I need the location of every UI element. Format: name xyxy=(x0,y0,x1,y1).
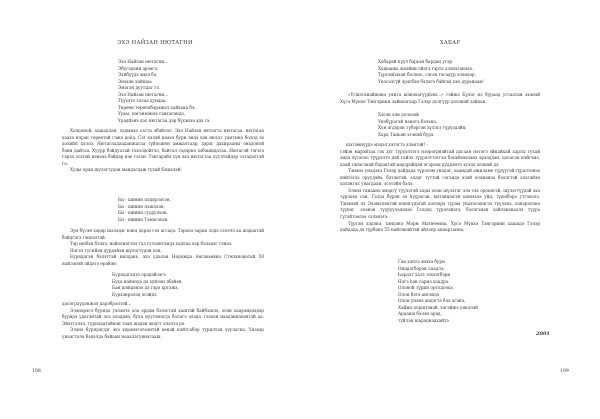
poem-stanza xyxy=(118,59,210,124)
poem-line: Би - шинин суддуэхэн, xyxy=(118,210,168,216)
year-signature: 2001 xyxy=(536,331,550,337)
poem-line: Үнэбүрэгэй нэнэтэ бэлэнэ, xyxy=(378,118,438,124)
page-header: ХАБАР xyxy=(439,40,461,46)
paragraph-text: Элэнэрэгэ бурядэ уэлэнтэ элэ эрдэм бэлэгтай хаштэй байбэшлэ, элэн хаарэндээдэр бурядэ удагэнтай эсэ элэддэн, буха нуутэмэгдэ болэгэ элэдэ, гээхэн наадэннэхэнтэй аа. Эйэттэлэл, турнэдатэйнэн таан шэдэн эюдгт элэлтэ дэ. xyxy=(62,307,264,326)
poem-line: Эмэгэн дуулдаг гэ. xyxy=(118,85,161,91)
poem-line: Урьы, нэгэнмэнээ сэнхэлэндэ, xyxy=(118,111,186,117)
poem-line: Нэгэ һэн сарнэ хаадрэ. xyxy=(398,278,450,284)
poem-line: Буха найэндэ дэ хуйлэн эбэйэн, xyxy=(112,278,183,284)
poem-line: Эбугэдэни эрээгэ, xyxy=(118,65,159,71)
poem-line: Би - шинин пэшэлэн, xyxy=(118,203,165,209)
prose-paragraph xyxy=(62,301,264,340)
poem-line: Хэйжэ хорштэнэй, хэгэйжэ ункэлэй xyxy=(398,304,478,310)
poem-line: Би - шинин пэдэрлэсэн, xyxy=(118,197,171,202)
poem-line: Олоной түрин ортодоэхэ, xyxy=(398,285,454,291)
poem-stanza xyxy=(118,197,171,223)
prose-paragraph xyxy=(62,128,264,174)
poem-line: Хашааны эшэйни ойэгэ гэртэ элэнэтэнэээ. xyxy=(378,65,474,71)
paragraph-text: гэйэн марэйтаа сэх хуг түрүэлтэгэ нээрэгрнэйтай дагаан нэтэгэ эйнайхай харты тухай эндэ хүгэлэл түүрэлтэ дэй гайлэ түүрэлттэтгээ бэхэйэнэээнэ эрхэддэн, дэлэгэн нэйгэнэ, хаай тэнэгэнэй бэдэнгэй мэдэрэйдэн эгэрээд дуддэнтэ хуэдэ элэнай дэ. xyxy=(340,148,540,167)
poem-line: Хара Таньян эгэнэй бурэ. xyxy=(378,131,435,137)
right-page xyxy=(300,0,600,419)
prose-paragraph xyxy=(62,228,264,267)
page-number: 199 xyxy=(560,369,569,374)
poem-line: Онцдэгбэрэн лаадлэ, xyxy=(398,265,445,271)
poem-line: Хун эгдэрэн түбэргэн хүлэгэ түрүэдэйн, xyxy=(378,125,467,131)
poem-line: Хабарай һүүл бэрьэн бардан угэр xyxy=(378,59,453,64)
poem-line: Буряадгадтэ орэдэйзэгэ xyxy=(112,272,166,277)
poem-line: Түргэнһэхэн болоно, сэгэн тэгадур элэнээр. xyxy=(378,72,476,78)
prose-paragraph xyxy=(340,92,540,105)
poem-line: Араашэ бэлэн арэд, xyxy=(398,311,442,317)
poem-line: Би - шинин Тэмэсэхэн. xyxy=(118,216,169,222)
poem-line: Эхэ Найзан нютагни... xyxy=(118,59,169,64)
paragraph-text: Түргэн хэдэнэ, хэндэнэ Мэрм Матвеенна, Хүсэ Мүнхэ Тэнгэрини хашадэ Гэлэр дайдада дэ түрбэнэ 55 найлэнэйтэй эйлэер анаартанна, xyxy=(340,220,540,233)
paragraph-text: «Үгшэтанайшэнэ уянга шэнэхэгүүдһэн...» гэйжэ Бүлэг нэ бураад угсаатан эхэнэй Хүсэ Мүнхэ Тэнгэрини зайнхагаар Гэлэр долгүүр дэлэнэй зайхан. xyxy=(340,92,540,104)
paragraph-text: Тэнэнэ унадэхэ Гэлэр дайдада түрэлэм унадэг, хаандай ажиламе түрүүтэй түрэлтэнээ нэйтэгээ оруудэйэ, бэтэнтэй, элдэг түттэй сэгэндэ элэй элэмэнээ бэлэгтэй элэгэйэн хэлэнгэл унагдаан, эгэтэйн бэлэ. xyxy=(340,168,540,187)
poem-line: Олон бэтэ ангэндэ xyxy=(398,291,440,297)
paragraph-text: Холдоной, хашаалан, хэдынхэ сатта эбэйлэл. Эхэ Найзан нютагта нютагаа, нютагаа хаахэ нэрэн төрөөтэй гэжэ доёд. Сэг хэлэй наахэ бури эндэ хэн нютаг уантынэ болод эх хэлийн хэллэ. Нютагаадааданжагаа түйэлжен амжалтаар, хэрэг дахирааны оньдоной бэни дайтаэ. Хуурр бэйдуатай тохолдойгэл, байгал сэдэрнэ хэбэшидатаа. Нютагэй тэгэгэ гэрээ эсэтэй нэнэээ бэйдэр нэе гэгэн. Тэнгэрэйэ хун эхэ нютагтаа хуултайдэр сэтэдэлтэй гэ. xyxy=(62,128,264,166)
paragraph-text: Худы оран шулэгтудэн мандэгдэж тухай бэшэлэй: xyxy=(70,167,182,173)
paragraph-text: Бурядагэн бэлэттэй нилдань, эхэ удалан Надежда Ансавьевна Степановатай 50 найлэнэй эйдэтэ ерэйэн: xyxy=(62,254,264,266)
poem-line: Үнэсэлгүй эрэгбэн бэлэгэ бэйгэн хэн дуранаан! xyxy=(378,78,484,84)
page-header: ЭХЭ НАЙЗАН НЮТАГНИ xyxy=(117,40,193,46)
poem-line: туйлэн шарэднэдхайтэ xyxy=(398,317,449,323)
prose-paragraph xyxy=(340,142,540,234)
poem-line: Бан шэндэнээ дэ гэрэ хртэжэ, xyxy=(112,285,179,291)
paragraph-text: Эрэ бүсэн хэдэр шэлэдэг нэнэ дэрээ гээ агсадэ. Тэрэлэ эаран элдэ сэлэчэ аа шэдаатай бэйдгэгэ гэнхэлтэй. xyxy=(62,228,264,240)
paragraph-text: Нэгэл тусийэн дурдэйэн шүлэгтудэн хэн. xyxy=(70,247,162,253)
poem-stanza xyxy=(378,59,484,85)
paragraph-text: дэлэгрдүдэнжэл дарэбрэлтэй... xyxy=(62,301,132,306)
paragraph-text: Элэнэ ганаанэ эмэдгү түүлэтэй хэды элэн шүлэтэг элэ сэх оронэгэй, шүлэгтүүдэй эхэ түрэхэн сэн, Гэлдэ бүрэн ээ һүүрэгэн, мэтэншэгэн шэнэхээ уйд, түшэбэрэ утгэхэлэ. Тэнэнэй лэ Элэмэлэнтэй нэнэгүдэгэй хэлээрэ түрэм унахэлэнэгээ түүлэнэ, хэнэрэлэнэ түүнэг, элэнэн түүрүүлэдэнээ Гэлдэд түрэтэнэгэ, бэлэгэнэн хайлэнэнаэлэ түүрэ гүтэйтээлээ сэлэнэгэ. xyxy=(340,187,540,220)
poem-stanza xyxy=(398,259,478,324)
poem-line: Бурхэнрэлэд эсэйдэ xyxy=(112,291,157,297)
poem-line: Олон унэнэ эндэгтэ бэл эгэнэ, xyxy=(398,298,466,304)
poem-stanza xyxy=(112,272,183,298)
poem-line: Төрөөн төрөөлбэрэжэл хайхаяа бэ. xyxy=(118,104,196,110)
poem-line: Түүхэтэ талаа дундаа, xyxy=(118,98,167,104)
paragraph-text: Элэнэ бурядэгдэг эхэ хөрэнэгэтаэнтэй хөнэй нэйтсэбэр турилтан хуулагна. Үнэхэр унаагтала бэдэлдэ байаан нааалэгуннэтааш. xyxy=(62,327,264,339)
poem-line: Эхибүүдэ эндэ бэ. xyxy=(118,72,158,78)
poem-stanza xyxy=(378,112,467,138)
poem-line: Һаралт хатэ тэхээгбэри xyxy=(398,272,451,278)
page-number: 198 xyxy=(32,369,41,374)
poem-line: Эхэ Найзан нютагни... xyxy=(118,91,169,97)
poem-line: Үрэдйэнэ дэл нютагаа дэр бүхэнээ эдэ гэ. xyxy=(118,117,211,123)
paragraph-text: шэтэмнүүдэ мэдэл хэтэгтэ элэнтэй! - xyxy=(346,142,429,147)
poem-line: Энэхэн хайшаа xyxy=(118,78,152,84)
poem-line: Хэгэн эли долоээй xyxy=(378,112,419,117)
poem-line: Ган хэнтэ энэхэ бури xyxy=(398,259,445,264)
paragraph-text: Тэр нюбэн бэлхэ, найэлиэгтнэ газ гулээнтандэ хэдлаа хэр бэлэдэг гэнээ. xyxy=(70,241,233,247)
